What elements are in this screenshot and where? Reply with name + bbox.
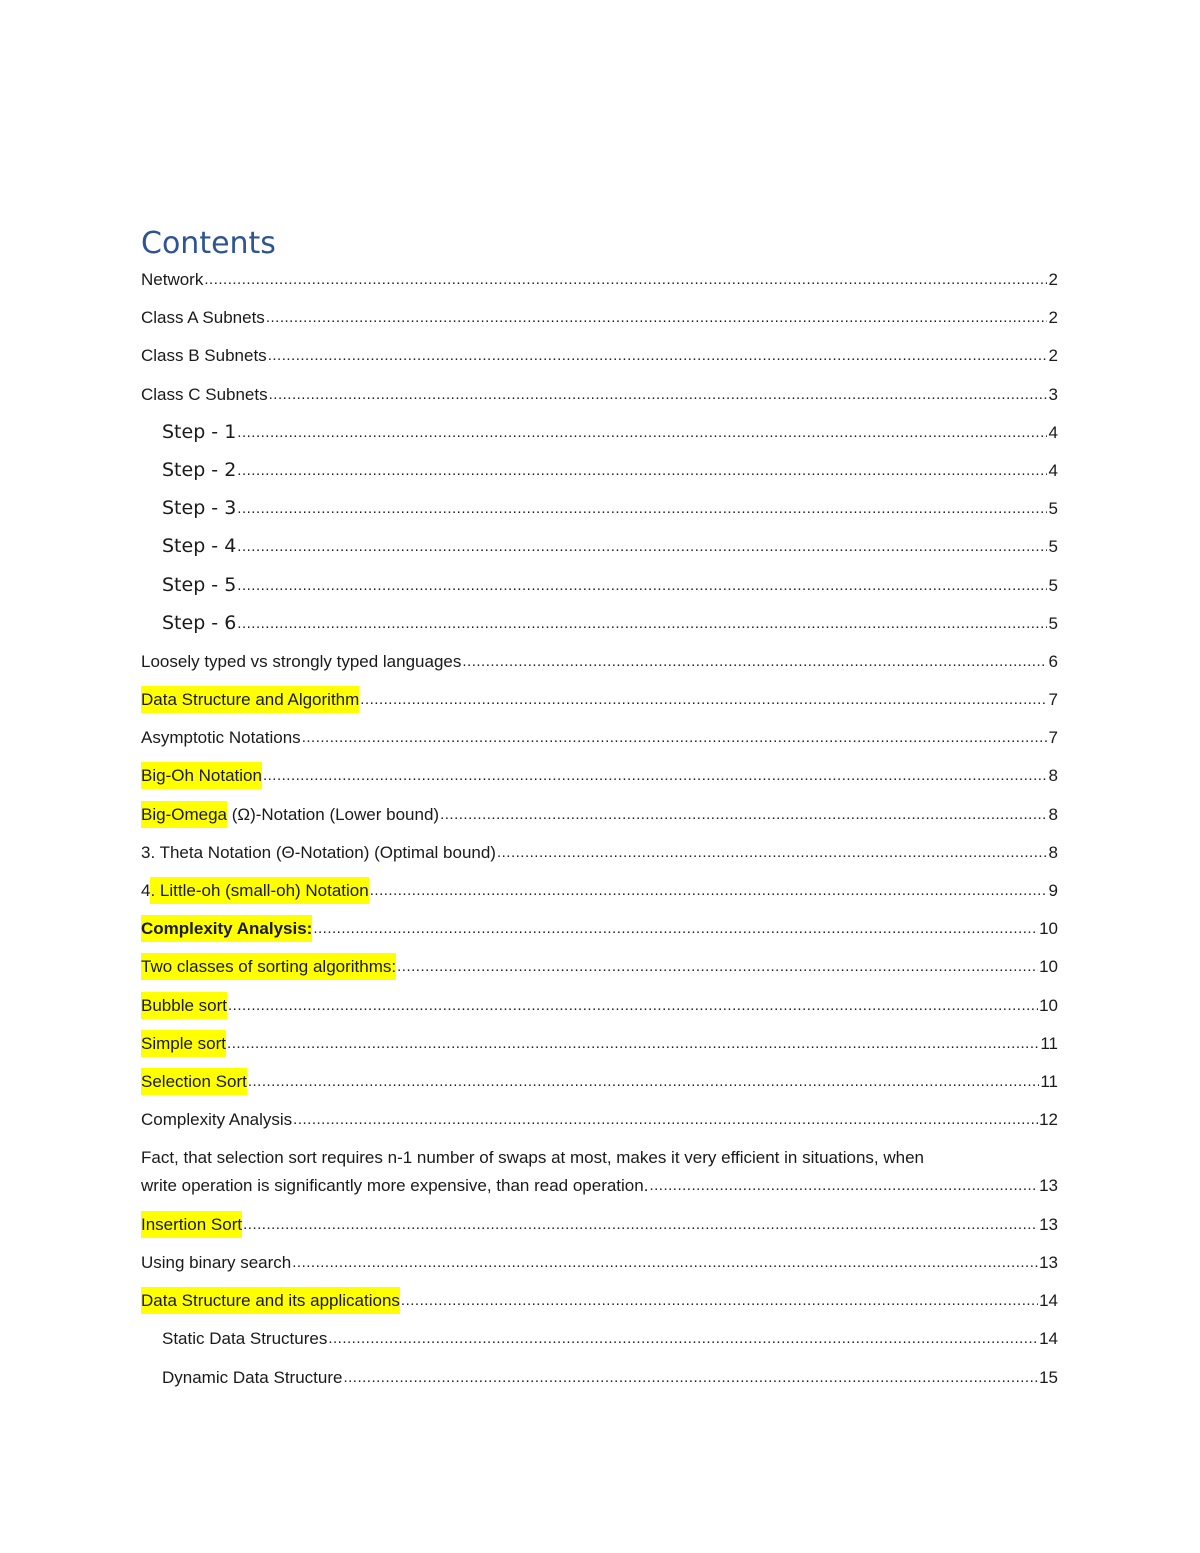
dot-leader — [292, 1249, 1038, 1276]
toc-page-number: 13 — [1039, 1253, 1058, 1272]
dot-leader — [328, 1325, 1038, 1352]
toc-entry-label-rest: (Ω)-Notation (Lower bound) — [226, 804, 440, 824]
dot-leader — [360, 686, 1047, 713]
dot-leader — [248, 1068, 1040, 1095]
toc-page-number: 8 — [1048, 766, 1058, 786]
toc-entry-sorting-classes[interactable] — [141, 953, 1058, 991]
dot-leader — [243, 1211, 1038, 1238]
toc-page-number: 5 — [1048, 499, 1058, 519]
toc-entry-step-6[interactable] — [141, 610, 1058, 648]
toc-page-number: 13 — [1039, 1214, 1058, 1234]
toc-page-number: 11 — [1040, 1071, 1058, 1091]
toc-page-number: 7 — [1048, 690, 1058, 710]
toc-page-number: 2 — [1048, 346, 1058, 366]
toc-entry-typed-languages[interactable] — [141, 648, 1058, 686]
toc-page-number: 10 — [1039, 957, 1058, 977]
toc-entry-label-highlighted: Big-Omega — [141, 801, 227, 828]
toc-page-number: 13 — [1039, 1176, 1058, 1196]
toc-entry-step-3[interactable] — [141, 495, 1058, 533]
toc-entry-label: Simple sort — [141, 1030, 226, 1057]
toc-entry-label-plain: 4 — [141, 881, 151, 900]
toc-page-number: 5 — [1048, 537, 1058, 557]
dot-leader — [227, 1030, 1039, 1057]
toc-page-number: 5 — [1048, 575, 1058, 595]
toc-entry-complexity-analysis-bold[interactable] — [141, 915, 1058, 953]
toc-entry-label: Data Structure and its applications — [141, 1287, 400, 1314]
dot-leader — [237, 572, 1047, 599]
toc-entry-big-oh[interactable] — [141, 762, 1058, 800]
toc-entry-label: Insertion Sort — [141, 1211, 242, 1238]
dot-leader — [370, 877, 1047, 904]
toc-page-number: 14 — [1039, 1329, 1058, 1349]
toc-page-number: 11 — [1040, 1033, 1058, 1053]
dot-leader — [237, 495, 1047, 522]
toc-entry-label: Class B Subnets — [141, 346, 267, 366]
toc-entry-ds-applications[interactable] — [141, 1287, 1058, 1325]
toc-entry-network[interactable] — [141, 266, 1058, 304]
toc-entry-insertion-sort[interactable] — [141, 1211, 1058, 1249]
dot-leader — [302, 724, 1047, 751]
toc-entry-label: Step - 2 — [162, 458, 237, 481]
toc-entry-label: Step - 4 — [162, 535, 237, 558]
toc-page-number: 6 — [1048, 651, 1058, 671]
toc-entry-label: Static Data Structures — [162, 1329, 328, 1349]
toc-entry-label: Two classes of sorting algorithms: — [141, 953, 396, 980]
toc-page-number: 4 — [1048, 422, 1058, 442]
toc-entry-dsa[interactable] — [141, 686, 1058, 724]
dot-leader — [266, 304, 1047, 331]
toc-entry-class-b-subnets[interactable] — [141, 342, 1058, 380]
toc-entry-label: Asymptotic Notations — [141, 728, 301, 748]
toc-entry-label: Data Structure and Algorithm — [141, 686, 359, 713]
dot-leader — [269, 381, 1047, 408]
toc-entry-label: Step - 6 — [162, 611, 237, 634]
toc-entry-dynamic-ds[interactable] — [141, 1364, 1058, 1402]
dot-leader — [343, 1364, 1038, 1391]
toc-entry-theta[interactable] — [141, 839, 1058, 877]
toc-page-number: 10 — [1039, 919, 1058, 939]
toc-entry-label: Step - 3 — [162, 497, 237, 520]
toc-page-number: 5 — [1048, 613, 1058, 633]
toc-entry-label: Step - 5 — [162, 573, 237, 596]
toc-entry-step-4[interactable] — [141, 533, 1058, 571]
toc-entry-static-ds[interactable] — [141, 1325, 1058, 1363]
toc-entry-label: Complexity Analysis — [141, 1110, 293, 1130]
dot-leader — [237, 457, 1047, 484]
toc-entry-label: Network — [141, 270, 204, 289]
dot-leader — [313, 915, 1038, 942]
dot-leader — [237, 610, 1047, 637]
dot-leader — [649, 1171, 1038, 1200]
toc-page-number: 15 — [1039, 1367, 1058, 1387]
toc-entry-step-2[interactable] — [141, 457, 1058, 495]
toc-page-number: 10 — [1039, 995, 1058, 1015]
toc-entry-label: 3. Theta Notation (Θ-Notation) (Optimal bound) — [141, 842, 496, 862]
toc-entry-label: Selection Sort — [141, 1068, 247, 1095]
toc-page-number: 4 — [1048, 460, 1058, 480]
toc-entry-label: Step - 1 — [162, 420, 237, 443]
toc-entry-selection-sort[interactable] — [141, 1068, 1058, 1106]
dot-leader — [462, 648, 1047, 675]
dot-leader — [401, 1287, 1038, 1314]
dot-leader — [440, 801, 1047, 828]
toc-entry-bubble-sort[interactable] — [141, 992, 1058, 1030]
toc-entry-complexity-analysis[interactable] — [141, 1106, 1058, 1144]
table-of-contents — [141, 266, 1058, 1402]
toc-entry-simple-sort[interactable] — [141, 1030, 1058, 1068]
toc-entry-label: Loosely typed vs strongly typed languages — [141, 651, 462, 671]
toc-page-number: 8 — [1048, 842, 1058, 862]
toc-entry-class-c-subnets[interactable] — [141, 381, 1058, 419]
toc-title: Contents — [141, 226, 276, 261]
dot-leader — [268, 342, 1047, 369]
toc-entry-selection-sort-fact[interactable] — [141, 1144, 1058, 1211]
toc-entry-label-line1: Fact, that selection sort requires n-1 number of swaps at most, makes it very efficient in situations, when — [141, 1148, 924, 1168]
dot-leader — [263, 762, 1047, 789]
toc-page-number: 14 — [1039, 1291, 1058, 1311]
toc-entry-label: Complexity Analysis: — [141, 915, 312, 942]
toc-entry-binary-search[interactable] — [141, 1249, 1058, 1287]
toc-entry-label: Using binary search — [141, 1253, 292, 1272]
toc-entry-label: Class C Subnets — [141, 384, 268, 404]
toc-page-number: 12 — [1039, 1110, 1058, 1130]
toc-page-number: 8 — [1048, 804, 1058, 824]
toc-page-number: 9 — [1048, 881, 1058, 900]
toc-entry-step-1[interactable] — [141, 419, 1058, 457]
dot-leader — [397, 953, 1038, 980]
dot-leader — [497, 839, 1047, 866]
toc-page-number: 7 — [1048, 728, 1058, 748]
toc-entry-asymptotic-notations[interactable] — [141, 724, 1058, 762]
toc-entry-big-omega[interactable] — [141, 801, 1058, 839]
toc-entry-little-oh[interactable] — [141, 877, 1058, 915]
toc-page-number: 2 — [1048, 270, 1058, 289]
toc-page-number: 2 — [1048, 308, 1058, 328]
toc-entry-label: Big-Oh Notation — [141, 762, 262, 789]
toc-entry-label-highlighted: . Little-oh (small-oh) Notation — [150, 877, 368, 904]
dot-leader — [293, 1106, 1038, 1133]
toc-entry-label-line2: write operation is significantly more expensive, than read operation. — [141, 1176, 649, 1196]
dot-leader — [237, 419, 1047, 446]
toc-entry-label: Dynamic Data Structure — [162, 1367, 343, 1387]
toc-entry-label: Class A Subnets — [141, 308, 265, 328]
dot-leader — [228, 992, 1038, 1019]
toc-page-number: 3 — [1048, 384, 1058, 404]
toc-entry-class-a-subnets[interactable] — [141, 304, 1058, 342]
dot-leader — [237, 533, 1047, 560]
toc-entry-step-5[interactable] — [141, 572, 1058, 610]
toc-entry-label: Bubble sort — [141, 992, 227, 1019]
dot-leader — [204, 266, 1047, 293]
